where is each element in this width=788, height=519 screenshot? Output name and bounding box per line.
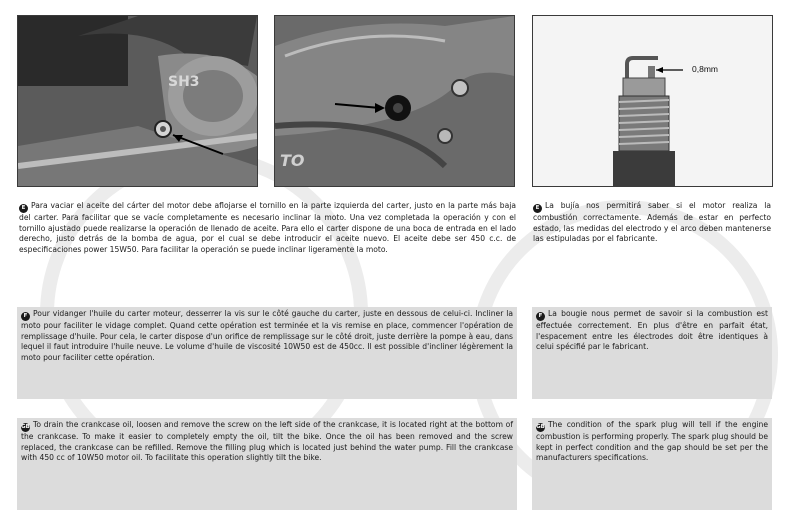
text-es-plug: La bujía nos permitirá saber si el motor realiza la combustión correctamente. Además de estar en perfecto estado, las medidas del electrodo y el arco deben mantenerse las estipuladas por el fabricante. bbox=[533, 201, 771, 244]
lang-badge-es-plug: E bbox=[533, 204, 542, 213]
lang-badge-fr-plug: F bbox=[536, 312, 545, 321]
lang-badge-fr: F bbox=[21, 312, 30, 321]
photo-filling-plug bbox=[274, 15, 515, 187]
section-en-drain bbox=[17, 418, 517, 510]
text-es-drain: Para vaciar el aceite del cárter del motor debe aflojarse el tornillo en la parte izquierda del carter, justo en la parte más baja del carter. Para facilitar que se vacíe completamente es necesario inclinar la moto. Una vez completada la operación y con el tornillo ajustado puede realizarse la operación de llenado de aceite. Para ello el carter dispone de una boca de entrada en el lado derecho, justo detrás de la bomba de agua, por el cual se debe introducir el aceite nuevo. El aceite debe ser 450 c.c. de especificaciones power 15W50. Para facilitar la operación se puede inclinar ligeramente la moto. bbox=[19, 201, 516, 255]
section-es-plug bbox=[533, 201, 771, 273]
text-en-plug: The condition of the spark plug will tell if the engine combustion is performing properly. The spark plug should be kept in perfect condition and the gap should be set per the manufacturers specifications. bbox=[536, 420, 768, 463]
photo-spark-plug bbox=[532, 15, 773, 187]
section-fr-plug bbox=[532, 307, 772, 399]
text-fr-plug: La bougie nous permet de savoir si la combustion est effectuée correctement. En plus d'être en parfait état, l'espacement entre les électrodes doit être identiques à celui spécifié par le fabricant. bbox=[536, 309, 768, 352]
photo-drain-screw bbox=[17, 15, 258, 187]
section-es-drain bbox=[19, 201, 516, 273]
section-fr-drain bbox=[17, 307, 517, 399]
photo-engine-text-right: TO bbox=[280, 151, 305, 170]
spark-plug-gap-label: 0,8mm bbox=[692, 64, 718, 74]
text-fr-drain: Pour vidanger l'huile du carter moteur, desserrer la vis sur le côté gauche du carter, juste en dessous de celui-ci. Incliner la moto pour faciliter le vidage complet. Quand cette opération est terminée et la vis remise en place, commencer l'opération de remplissage d'huile. Pour cela, le carter dispose d'un orifice de remplissage sur le côté droit, juste derrière la pompe à eau, dans lequel il faut introduire l'huile neuve. Le volume d'huile de viscosité 10W50 est de 450cc. Il est possible d'incliner légèrement la moto pour faciliter cette opération. bbox=[21, 309, 513, 363]
text-en-drain: To drain the crankcase oil, loosen and remove the screw on the left side of the crankcase, it is located right at the bottom of the crankcase. To make it easier to completely empty the oil, tilt the bike. Once the oil has been removed and the screw replaced, the crankcase can be refilled. Remove the filling plug which is located just behind the water pump. Fill the crankcase with 450 cc of 10W50 motor oil. To facilitate this operation slightly tilt the bike. bbox=[21, 420, 513, 463]
lang-badge-gb-plug: GB bbox=[536, 424, 545, 430]
lang-badge-gb: GB bbox=[21, 424, 30, 430]
lang-badge-es: E bbox=[19, 204, 28, 213]
photo-engine-text-left: SH3 bbox=[168, 74, 200, 90]
section-en-plug bbox=[532, 418, 772, 510]
